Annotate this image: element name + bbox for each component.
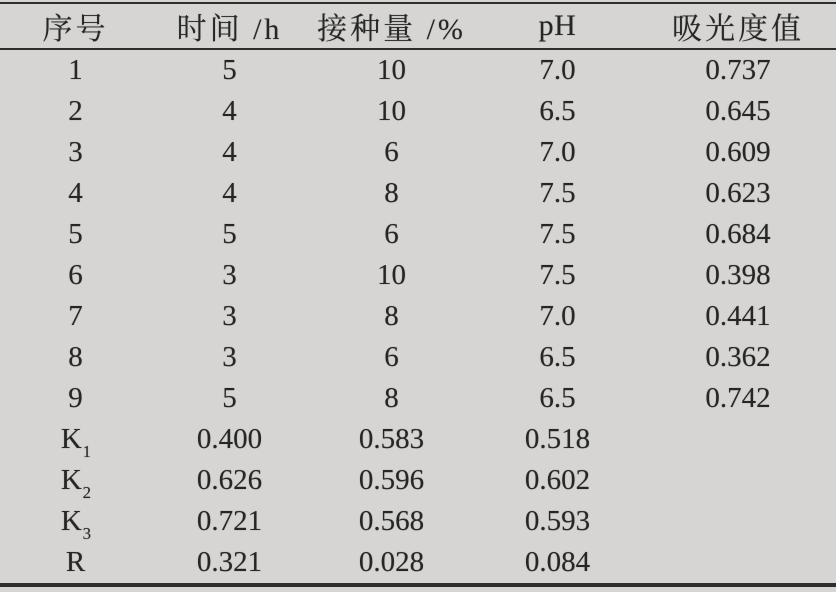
table-row bbox=[0, 173, 836, 214]
scanned-paper-table-page bbox=[0, 2, 836, 592]
cell-value: 0.362 bbox=[705, 341, 771, 373]
row-label: 5 bbox=[68, 218, 83, 250]
cell-value: 3 bbox=[222, 341, 237, 373]
cell-value: 7.0 bbox=[539, 136, 576, 168]
cell-value: 0.602 bbox=[524, 464, 591, 496]
cell-value bbox=[640, 501, 836, 542]
row-label: 8 bbox=[68, 341, 83, 373]
row-label-subscript: 2 bbox=[82, 483, 91, 503]
cell-value: 5 bbox=[222, 218, 237, 250]
cell-value: 0.684 bbox=[705, 218, 771, 250]
row-label: 3 bbox=[68, 136, 83, 168]
table-row bbox=[0, 378, 836, 419]
cell-value bbox=[640, 419, 836, 460]
table-body bbox=[0, 49, 836, 585]
col-header-inoculation-amount: 接种量 /% bbox=[308, 3, 475, 49]
cell-value: 7.5 bbox=[539, 218, 576, 250]
table-row bbox=[0, 49, 836, 91]
row-label: $K_3$ bbox=[60, 505, 91, 544]
row-label-subscript: 3 bbox=[82, 524, 91, 544]
cell-value: 3 bbox=[222, 300, 237, 332]
col-header-ph: pH bbox=[475, 3, 640, 49]
row-label: 9 bbox=[68, 382, 83, 414]
cell-value: 6.5 bbox=[539, 95, 576, 127]
cell-value: 0.623 bbox=[705, 177, 771, 209]
cell-value: 6.5 bbox=[539, 382, 576, 414]
cell-value: 0.400 bbox=[196, 423, 263, 455]
cell-value: 6 bbox=[384, 136, 399, 168]
cell-value: 0.441 bbox=[705, 300, 771, 332]
col-header-absorbance-value: 吸光度值 bbox=[640, 3, 836, 49]
cell-value: 7.0 bbox=[539, 300, 576, 332]
cell-value: 10 bbox=[377, 95, 406, 127]
table-header bbox=[0, 3, 836, 49]
cell-value: 6.5 bbox=[539, 341, 576, 373]
row-label: 6 bbox=[68, 259, 83, 291]
cell-value: 0.626 bbox=[196, 464, 263, 496]
cell-value bbox=[640, 460, 836, 501]
cell-value: 0.398 bbox=[705, 259, 771, 291]
cell-value: 0.568 bbox=[358, 505, 425, 537]
row-label: 2 bbox=[68, 95, 83, 127]
cell-value: 0.737 bbox=[705, 54, 771, 86]
cell-value: 6 bbox=[384, 218, 399, 250]
cell-value: 7.0 bbox=[539, 54, 576, 86]
table-row bbox=[0, 132, 836, 173]
row-label-subscript: 1 bbox=[82, 442, 91, 462]
col-header-serial-number: 序号 bbox=[0, 3, 151, 49]
cell-value: 0.518 bbox=[524, 423, 591, 455]
table-row bbox=[0, 501, 836, 542]
header-row bbox=[0, 3, 836, 49]
cell-value: 6 bbox=[384, 341, 399, 373]
cell-value: 0.609 bbox=[705, 136, 771, 168]
cell-value: 0.721 bbox=[196, 505, 263, 537]
table-row bbox=[0, 542, 836, 585]
row-label: $K_2$ bbox=[60, 464, 91, 503]
cell-value: 3 bbox=[222, 259, 237, 291]
cell-value: 0.645 bbox=[705, 95, 771, 127]
row-label: 4 bbox=[68, 177, 83, 209]
row-label: 7 bbox=[68, 300, 83, 332]
cell-value: 7.5 bbox=[539, 259, 576, 291]
table-row bbox=[0, 337, 836, 378]
row-label: R bbox=[65, 546, 86, 578]
cell-value: 4 bbox=[222, 136, 237, 168]
cell-value: 0.593 bbox=[524, 505, 591, 537]
cell-value: 5 bbox=[222, 54, 237, 86]
cell-value: 4 bbox=[222, 177, 237, 209]
col-header-time-hours: 时间 /h bbox=[151, 3, 308, 49]
cell-value: 0.084 bbox=[524, 546, 591, 578]
row-label: 1 bbox=[68, 54, 83, 86]
cell-value: 0.742 bbox=[705, 382, 771, 414]
cell-value: 8 bbox=[384, 300, 399, 332]
table-row bbox=[0, 91, 836, 132]
table-row bbox=[0, 255, 836, 296]
cell-value: 0.028 bbox=[358, 546, 425, 578]
table-row bbox=[0, 214, 836, 255]
cell-value: 0.583 bbox=[358, 423, 425, 455]
orthogonal-test-results-table bbox=[0, 2, 836, 587]
cell-value: 10 bbox=[377, 259, 406, 291]
table-row bbox=[0, 460, 836, 501]
table-row bbox=[0, 296, 836, 337]
cell-value: 5 bbox=[222, 382, 237, 414]
cell-value: 8 bbox=[384, 177, 399, 209]
cell-value bbox=[640, 542, 836, 585]
cell-value: 4 bbox=[222, 95, 237, 127]
row-label: $K_1$ bbox=[60, 423, 91, 462]
table-row bbox=[0, 419, 836, 460]
cell-value: 7.5 bbox=[539, 177, 576, 209]
cell-value: 0.321 bbox=[196, 546, 263, 578]
cell-value: 8 bbox=[384, 382, 399, 414]
cell-value: 10 bbox=[377, 54, 406, 86]
cell-value: 0.596 bbox=[358, 464, 425, 496]
